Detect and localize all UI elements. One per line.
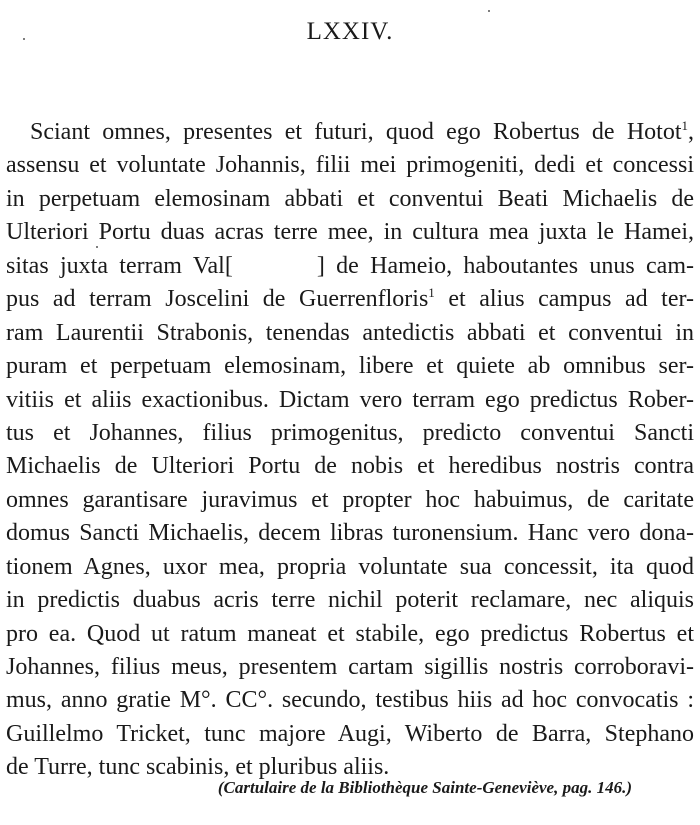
paper-speck xyxy=(23,38,25,40)
text-segment: , xyxy=(688,119,694,145)
text-line xyxy=(6,250,694,283)
text-segment: Sciant omnes, presentes et futuri, quod ego Robertus de Hotot xyxy=(30,119,682,145)
footnote-marker: 1 xyxy=(428,285,435,301)
text-line: ram Laurentii Strabonis, tenendas antedictis abbati et conventui in xyxy=(6,319,694,346)
text-line xyxy=(6,283,694,316)
text-line: Michaelis de Ulteriori Portu de nobis et heredibus nostris contra xyxy=(6,453,694,480)
text-segment: ] de Hameio, haboutantes unus cam- xyxy=(316,252,694,279)
text-line: in predictis duabus acris terre nichil poterit reclamare, nec aliquis xyxy=(6,587,694,614)
charter-number-heading: LXXIV. xyxy=(306,18,394,45)
text-line: vitiis et aliis exactionibus. Dictam vero terram ego predictus Rober- xyxy=(6,386,694,413)
text-segment: et alius campus ad ter- xyxy=(434,286,694,313)
text-line: Johannes, filius meus, presentem cartam sigillis nostris corroboravi- xyxy=(6,654,694,680)
text-line: domus Sancti Michaelis, decem libras turonensium. Hanc vero dona- xyxy=(6,520,694,547)
text-line: mus, anno gratie M°. CC°. secundo, testibus hiis ad hoc convocatis : xyxy=(6,687,694,714)
text-line: in perpetuam elemosinam abbati et conventui Beati Michaelis de xyxy=(6,185,694,212)
text-line: tionem Agnes, uxor mea, propria voluntate sua concessit, ita quod xyxy=(6,553,694,580)
text-line xyxy=(6,116,694,149)
source-citation: (Cartulaire de la Bibliothèque Sainte-Geneviève, pag. 146.) xyxy=(217,778,632,797)
text-line: pro ea. Quod ut ratum maneat et stabile, ego predictus Robertus et xyxy=(6,620,694,647)
text-line: de Turre, tunc scabinis, et pluribus aliis. xyxy=(6,754,390,781)
footnote-marker: 1 xyxy=(681,118,688,133)
text-line: tus et Johannes, filius primogenitus, predicto conventui Sancti xyxy=(6,419,694,446)
text-segment: pus ad terram Joscelini de Guerrenfloris xyxy=(6,286,429,313)
paper-speck xyxy=(488,10,490,12)
text-line: omnes garantisare juravimus et propter hoc habuimus, de caritate xyxy=(6,486,694,513)
text-line: Ulteriori Portu duas acras terre mee, in cultura mea juxta le Hamei, xyxy=(6,219,694,246)
text-line: Guillelmo Tricket, tunc majore Augi, Wiberto de Barra, Stephano xyxy=(6,720,694,747)
paper-speck xyxy=(96,246,98,248)
text-segment: sitas juxta terram Val[ xyxy=(6,252,233,279)
charter-text xyxy=(6,116,694,785)
text-line: assensu et voluntate Johannis, filii mei primogeniti, dedi et concessi xyxy=(6,152,694,179)
text-line: puram et perpetuam elemosinam, libere et quiete ab omnibus ser- xyxy=(6,353,694,380)
